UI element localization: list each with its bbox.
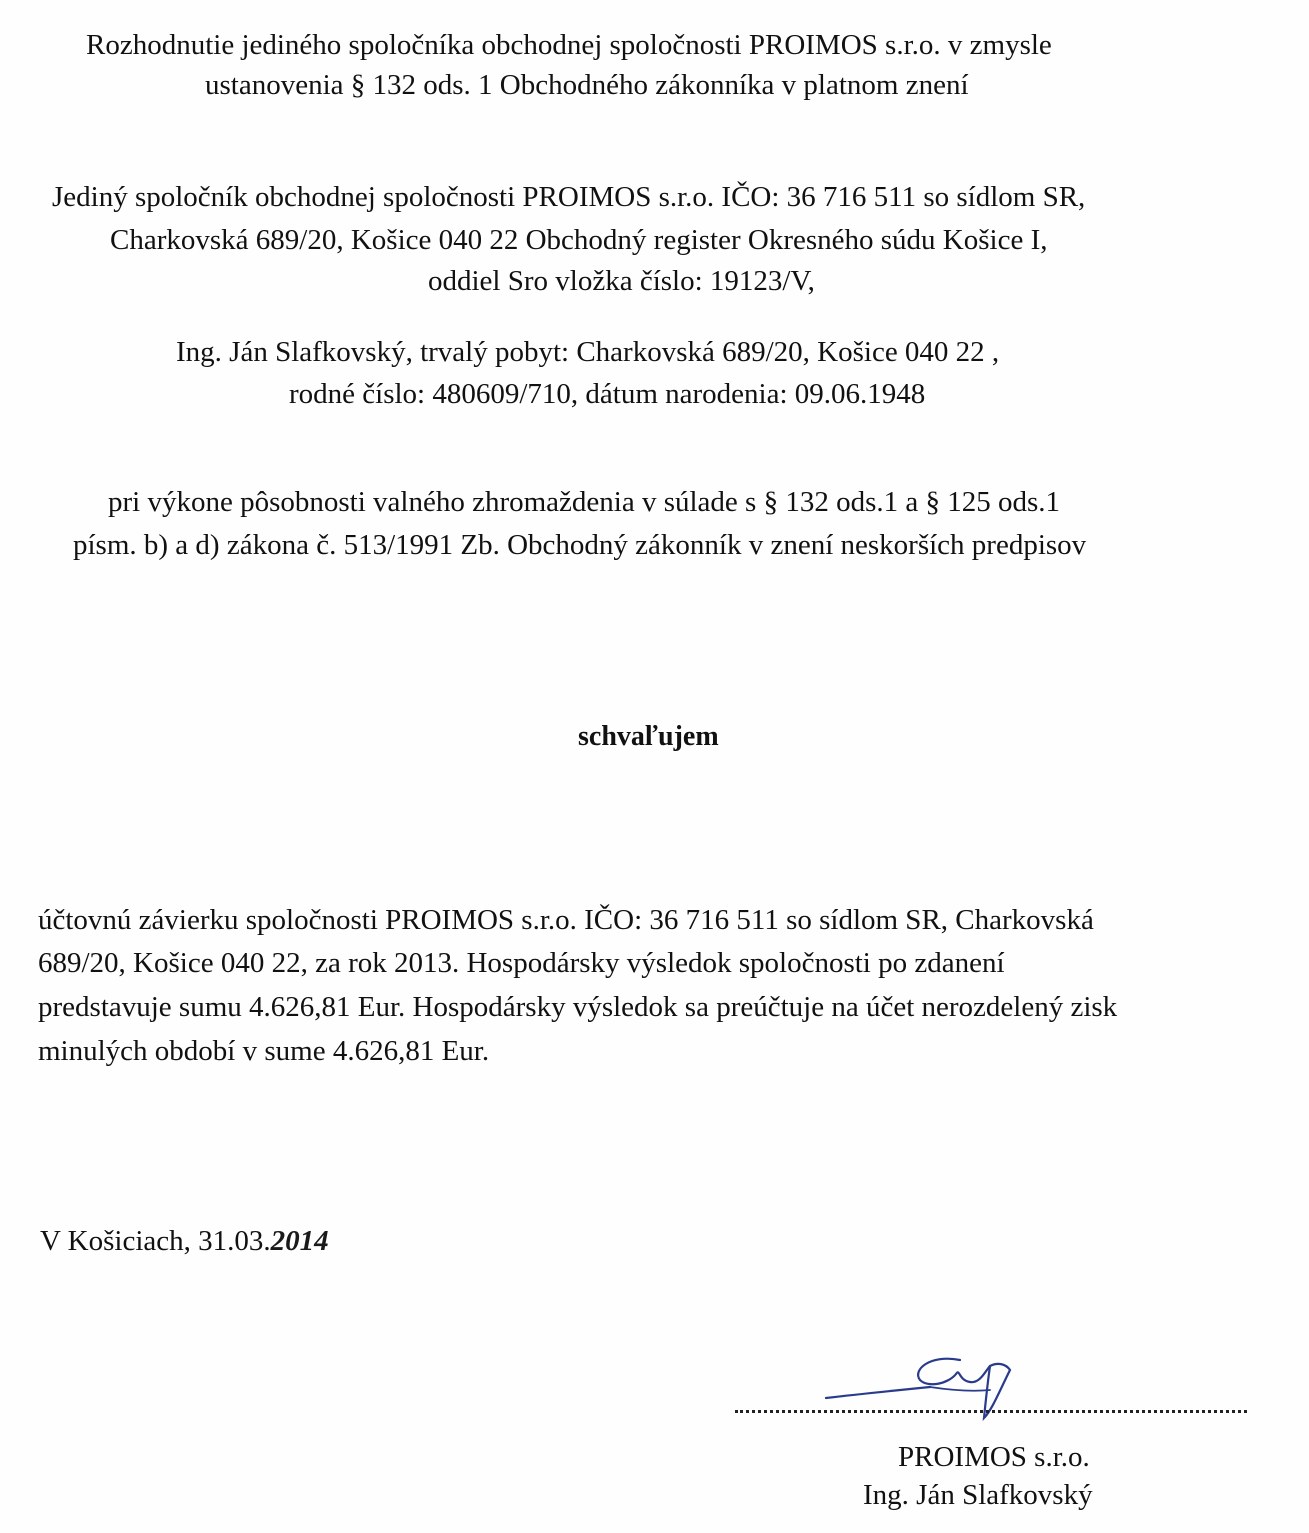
title-line-1: Rozhodnutie jediného spoločníka obchodnej spoločnosti PROIMOS s.r.o. v zmysle bbox=[86, 29, 1052, 61]
resolution-line-2: 689/20, Košice 040 22, za rok 2013. Hospodársky výsledok spoločnosti po zdanení bbox=[38, 947, 1005, 979]
person-line-1: Ing. Ján Slafkovský, trvalý pobyt: Charkovská 689/20, Košice 040 22 , bbox=[176, 336, 1000, 368]
place-date-printed: V Košiciach, 31.03. bbox=[40, 1225, 271, 1257]
person-line-2: rodné číslo: 480609/710, dátum narodenia: 09.06.1948 bbox=[289, 378, 926, 410]
company-line-3: oddiel Sro vložka číslo: 19123/V, bbox=[428, 265, 815, 297]
company-line-2: Charkovská 689/20, Košice 040 22 Obchodný register Okresného súdu Košice I, bbox=[110, 224, 1048, 256]
resolution-line-3: predstavuje sumu 4.626,81 Eur. Hospodársky výsledok sa preúčtuje na účet nerozdelený zisk bbox=[38, 991, 1118, 1023]
decision-heading: schvaľujem bbox=[578, 721, 719, 752]
resolution-line-4: minulých období v sume 4.626,81 Eur. bbox=[38, 1035, 490, 1067]
resolution-line-1: účtovnú závierku spoločnosti PROIMOS s.r.o. IČO: 36 716 511 so sídlom SR, Charkovská bbox=[38, 904, 1094, 936]
signature-dotted-line bbox=[735, 1410, 1247, 1413]
company-line-1: Jediný spoločník obchodnej spoločnosti PROIMOS s.r.o. IČO: 36 716 511 so sídlom SR, bbox=[52, 181, 1086, 213]
signature-company: PROIMOS s.r.o. bbox=[898, 1441, 1090, 1473]
place-date bbox=[40, 1224, 329, 1258]
place-date-handwritten-year: 2014 bbox=[270, 1225, 329, 1257]
title-line-2: ustanovenia § 132 ods. 1 Obchodného zákonníka v platnom znení bbox=[205, 69, 969, 101]
signature-icon bbox=[820, 1340, 1060, 1430]
legal-line-1: pri výkone pôsobnosti valného zhromaždenia v súlade s § 132 ods.1 a § 125 ods.1 bbox=[108, 486, 1061, 518]
legal-line-2: písm. b) a d) zákona č. 513/1991 Zb. Obchodný zákonník v znení neskorších predpisov bbox=[73, 529, 1087, 561]
signature-name: Ing. Ján Slafkovský bbox=[863, 1479, 1093, 1511]
